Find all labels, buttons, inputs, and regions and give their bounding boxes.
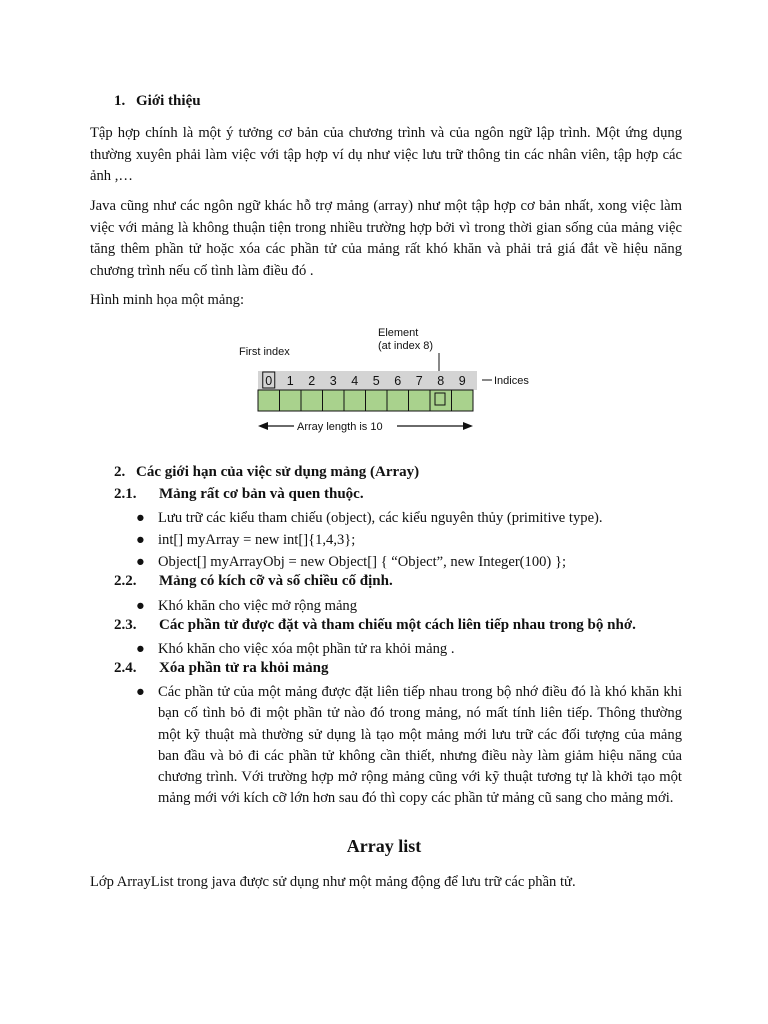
array-cell [344,390,366,411]
section-1-heading [114,93,201,110]
arraylist-paragraph: Lớp ArrayList trong java được sử dụng như một mảng động để lưu trữ các phần tử. [90,874,576,890]
list-item [136,508,682,529]
bullet-text: Khó khăn cho việc mở rộng mảng [158,598,358,614]
list-item [136,530,682,551]
intro-paragraph-2: Java cũng như các ngôn ngữ khác hỗ trợ mảng (array) như một tập hợp cơ bản nhất, xong việc làm việc với mảng là không thuận tiện trong nhiều trường hợp bởi vì trong thời gian sống của mảng việc tăng thêm phần tử hoặc xóa các phần tử của mảng rất khó khăn và phải trả giá đắt về hiệu năng chương trình nếu cố tình làm điều đó . [90,198,682,279]
subsection-2-4-heading [114,660,328,677]
bullet-text: int[] myArray = new int[]{1,4,3}; [158,532,356,548]
index-label: 3 [329,374,337,388]
array-cell [301,390,323,411]
list-item [136,639,682,660]
bullet-icon: ● [136,532,145,548]
section-2-heading [114,464,419,481]
array-cell [366,390,388,411]
bullet-text: Lưu trữ các kiểu tham chiếu (object), các kiểu nguyên thủy (primitive type). [158,510,603,526]
arraylist-title: Array list [346,836,422,856]
subsection-2-3-heading [114,617,636,634]
bullet-text: Khó khăn cho việc xóa một phần tử ra khỏi mảng . [158,641,455,657]
bullet-icon: ● [136,598,145,614]
array-diagram [232,322,532,444]
bullet-icon: ● [136,510,145,526]
index-label: 6 [394,374,402,388]
subsection-number: 2.2. [114,573,137,589]
length-arrow-right-head [463,422,473,430]
section-2-title: Các giới hạn của việc sử dụng mảng (Array) [136,464,420,480]
index-label: 8 [437,374,445,388]
index-label: 0 [265,374,273,388]
length-arrow-left-head [258,422,268,430]
bullet-icon: ● [136,641,145,657]
index-label: 7 [415,374,423,388]
subsection-2-2-heading [114,573,393,590]
list-item [136,552,682,573]
subsection-title: Mảng rất cơ bản và quen thuộc. [159,486,364,502]
array-cell [452,390,474,411]
section-2-number: 2. [114,464,126,480]
array-cell [258,390,280,411]
element-label-line-1: Element [378,327,419,339]
array-length-label: Array length is 10 [297,421,383,433]
index-label: 5 [372,374,380,388]
element-marker [435,393,445,405]
subsection-title: Mảng có kích cỡ và số chiều cố định. [159,573,393,589]
subsection-title: Các phần tử được đặt và tham chiếu một cách liên tiếp nhau trong bộ nhớ. [159,617,636,633]
array-cell [409,390,431,411]
figure-caption: Hình minh họa một mảng: [90,292,245,308]
index-label: 9 [458,374,466,388]
array-cell [387,390,409,411]
array-cell [280,390,302,411]
array-cell [323,390,345,411]
list-item [136,596,682,617]
section-1-number: 1. [114,93,126,109]
index-label: 2 [308,374,316,388]
bullet-text: Object[] myArrayObj = new Object[] { “Object”, new Integer(100) }; [158,554,567,570]
intro-paragraph-1: Tập hợp chính là một ý tưởng cơ bản của chương trình và của ngôn ngữ lập trình. Một ứng dụng thường xuyên phải làm việc với tập hợp ví dụ như việc lưu trữ thông tin các nhân viên, tập hợp các ảnh ,… [90,125,682,184]
index-label: 4 [351,374,359,388]
section-1-title: Giới thiệu [136,93,201,109]
bullet-text: Các phần tử của một mảng được đặt liên tiếp nhau trong bộ nhớ điều đó là khó khăn khi bạn cố tình bỏ đi một phần tử nào đó trong mảng, nó mất tính liên tiếp. Thông thường một kỹ thuật mà thường sử dụng là tạo một mảng mới lưu trữ các đối tượng của mảng ban đầu và bỏ đi các phần tử không cần thiết, nhưng điều này làm giảm hiệu năng của chương trình. Với trường hợp mở rộng mảng cũng với kỹ thuật tương tự là khởi tạo một mảng mới với kích cỡ lớn hơn sau đó thì copy các phần tử mảng cũ sang cho mảng mới. [158,684,682,807]
bullet-icon: ● [136,684,145,700]
subsection-number: 2.3. [114,617,137,633]
subsection-2-1-heading [114,486,364,503]
subsection-title: Xóa phần tử ra khỏi mảng [159,660,329,676]
indices-label: Indices [494,375,529,387]
index-label: 1 [286,374,294,388]
subsection-number: 2.4. [114,660,137,676]
list-item [136,682,682,810]
element-label-line-2: (at index 8) [378,340,434,352]
bullet-icon: ● [136,554,145,570]
first-index-label: First index [239,346,290,358]
subsection-number: 2.1. [114,486,137,502]
